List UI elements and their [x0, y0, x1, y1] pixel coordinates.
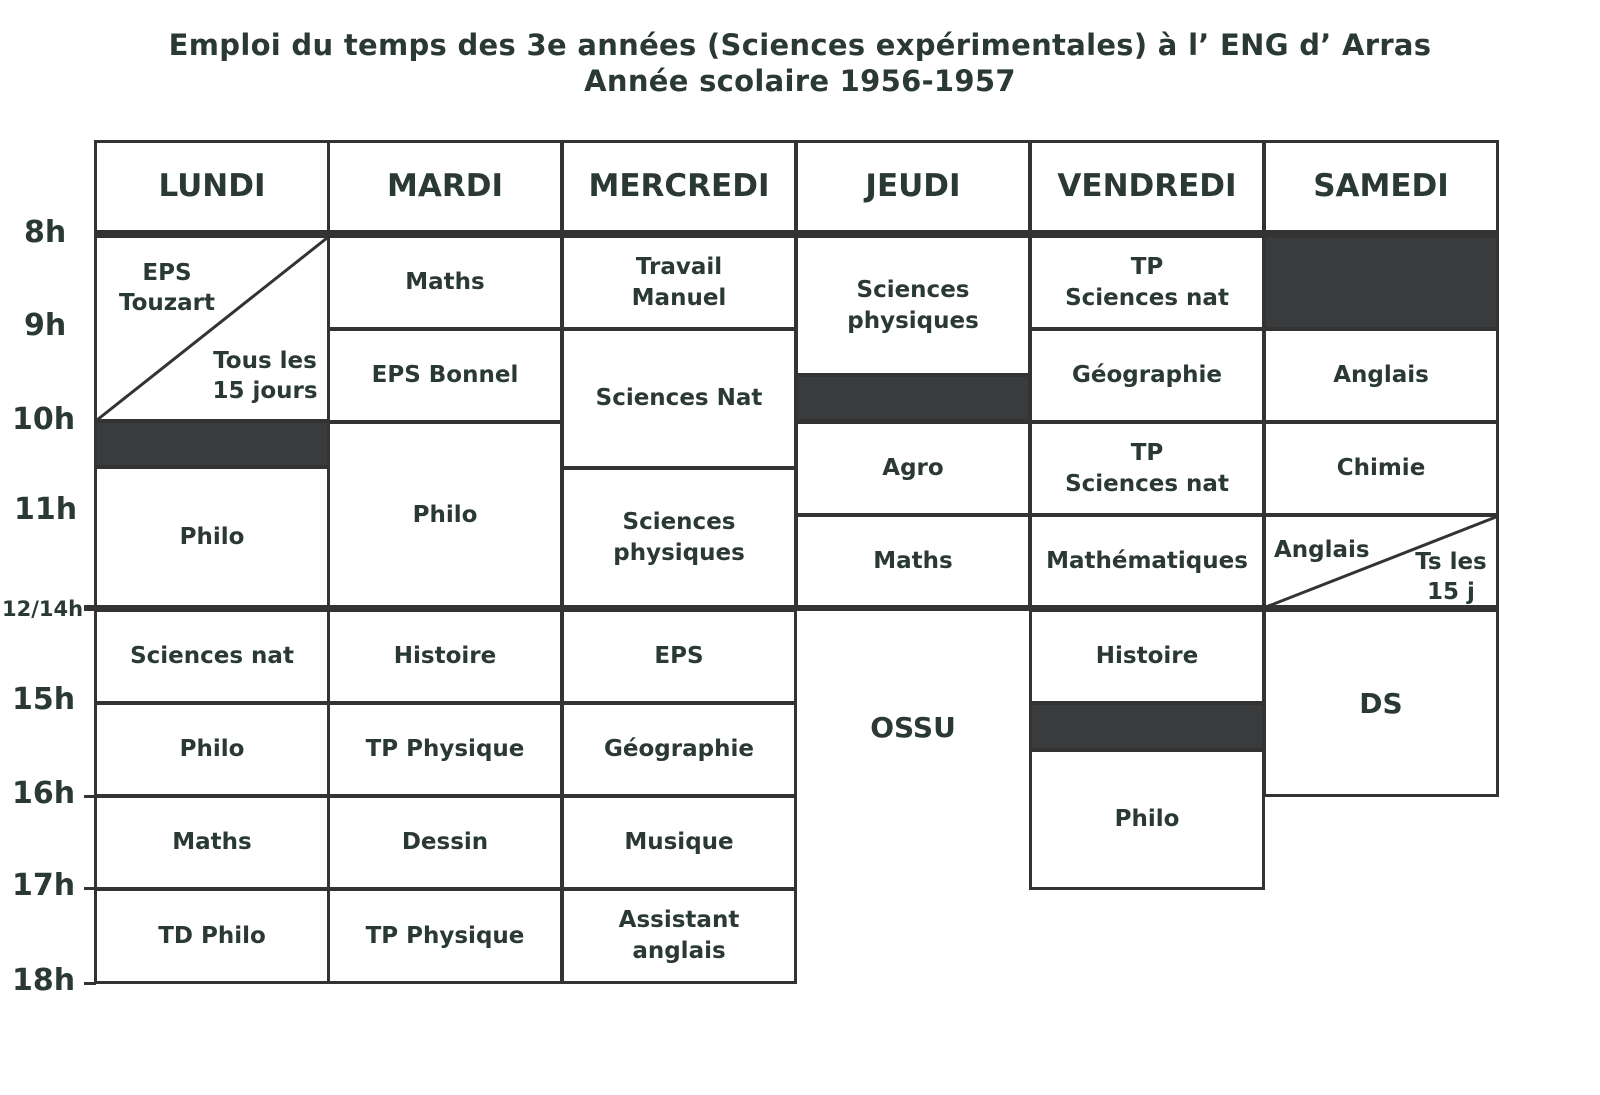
day-header-mardi: MARDI: [327, 140, 563, 233]
day-header-lundi: LUNDI: [94, 140, 330, 233]
jeudi-phys-line1: Sciences: [856, 276, 970, 303]
vendredi-tp-sciences-nat-cell: [1029, 235, 1265, 330]
lundi-philo-cell: Philo: [94, 466, 330, 609]
mercredi-assistant-line1: Assistant: [618, 907, 740, 933]
samedi-free-block: [1263, 235, 1499, 330]
mercredi-sciences-physiques-cell: [561, 467, 797, 609]
samedi-anglais-cell: Anglais: [1263, 328, 1499, 423]
lundi-philo2-cell: Philo: [94, 702, 330, 797]
mercredi-musique-cell: Musique: [561, 795, 797, 890]
samedi-frequency-label: Ts les: [1415, 549, 1487, 575]
mardi-eps-bonnel-cell: EPS Bonnel: [327, 328, 563, 423]
jeudi-phys-line2: physiques: [847, 307, 979, 334]
vendredi-histoire-cell: Histoire: [1029, 609, 1265, 704]
jeudi-break-block: [795, 374, 1031, 422]
mercredi-travail-manuel-cell: [561, 235, 797, 330]
mardi-tp-physique-cell: TP Physique: [327, 702, 563, 797]
mardi-histoire-cell: Histoire: [327, 609, 563, 704]
hour-label-18h: 18h: [12, 963, 76, 998]
mercredi-phys-line1: Sciences: [622, 509, 736, 535]
hour-label-11h: 11h: [14, 492, 78, 527]
vendredi-tp-sciences-nat2-cell: [1029, 421, 1265, 516]
mardi-maths-cell: Maths: [327, 235, 563, 330]
samedi-anglais2-label: Anglais: [1274, 537, 1370, 563]
day-header-vendredi: VENDREDI: [1029, 140, 1265, 233]
jeudi-sciences-physiques-cell: [795, 235, 1031, 376]
jeudi-maths-cell: Maths: [795, 514, 1031, 609]
day-header-samedi: SAMEDI: [1263, 140, 1499, 233]
mercredi-assistant-line2: anglais: [632, 938, 726, 964]
mercredi-assistant-anglais-cell: [561, 888, 797, 984]
hour-label-15h: 15h: [12, 682, 76, 717]
vendredi-geographie-cell: Géographie: [1029, 328, 1265, 423]
hour-label-12-14h: 12/14h: [2, 597, 84, 621]
samedi-chimie-cell: Chimie: [1263, 421, 1499, 516]
lundi-break-block: [94, 420, 330, 468]
vendredi-tp2-line2: Sciences nat: [1065, 470, 1229, 497]
lunch-divider-line: [84, 605, 1499, 611]
header-divider-line: [94, 231, 1499, 237]
mercredi-sciences-nat-cell: Sciences Nat: [561, 328, 797, 469]
samedi-ds-cell: DS: [1263, 609, 1499, 797]
mercredi-travail-line1: Travail: [635, 253, 723, 280]
mardi-tp-physique2-cell: TP Physique: [327, 888, 563, 984]
mercredi-geographie-cell: Géographie: [561, 702, 797, 797]
samedi-anglais-split-cell: [1263, 514, 1499, 609]
school-year: Année scolaire 1956-1957: [584, 64, 1016, 98]
hour-label-8h: 8h: [24, 215, 67, 250]
vendredi-break-block: [1029, 702, 1265, 751]
lundi-eps-split-cell: [94, 235, 330, 422]
mercredi-travail-line2: Manuel: [631, 284, 727, 311]
samedi-frequency-value: 15 j: [1427, 579, 1475, 605]
hour-label-17h: 17h: [12, 868, 76, 903]
schedule-title: Emploi du temps des 3e années (Sciences expérimentales) à l’ ENG d’ Arras: [168, 28, 1432, 62]
hour-label-9h: 9h: [24, 308, 67, 343]
jeudi-agro-cell: Agro: [795, 421, 1031, 516]
lundi-frequency-label: Tous les: [213, 348, 317, 374]
vendredi-mathematiques-cell: Mathématiques: [1029, 514, 1265, 609]
lundi-td-philo-cell: TD Philo: [94, 888, 330, 984]
mardi-dessin-cell: Dessin: [327, 795, 563, 890]
day-header-jeudi: JEUDI: [795, 140, 1031, 233]
hour-label-16h: 16h: [12, 776, 76, 811]
lundi-frequency-value: 15 jours: [212, 378, 318, 404]
vendredi-tp-line2: Sciences nat: [1065, 284, 1229, 311]
mardi-philo-cell: Philo: [327, 421, 563, 609]
lundi-eps-teacher: Touzart: [118, 290, 216, 316]
mercredi-eps-cell: EPS: [561, 609, 797, 704]
lundi-maths-cell: Maths: [94, 795, 330, 890]
hour-label-10h: 10h: [12, 402, 76, 437]
day-header-mercredi: MERCREDI: [561, 140, 797, 233]
vendredi-tp-line1: TP: [1130, 253, 1164, 280]
mercredi-phys-line2: physiques: [613, 540, 745, 566]
jeudi-ossu-cell: OSSU: [870, 710, 956, 744]
lundi-sciences-nat-cell: Sciences nat: [94, 609, 330, 704]
vendredi-tp2-line1: TP: [1130, 439, 1164, 466]
lundi-eps-label: EPS: [142, 260, 192, 286]
vendredi-philo-cell: Philo: [1029, 749, 1265, 890]
